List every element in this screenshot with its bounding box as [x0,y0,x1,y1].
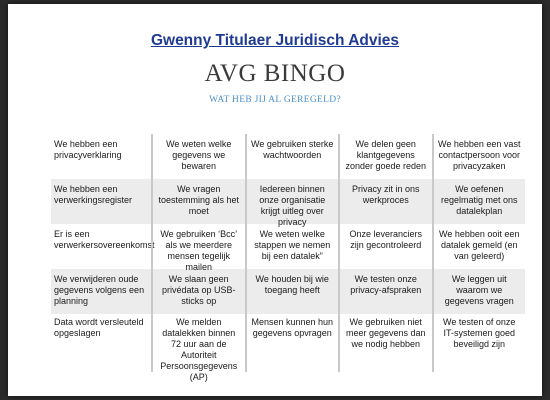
bingo-row-3 [51,224,525,272]
bingo-cell: We weten welke stappen we nemen bij een datalek” [245,224,339,269]
bingo-cell: We weten welke gegevens we bewaren [151,134,245,179]
bingo-cell: We hebben ooit een datalek gemeld (en van geleerd) [432,224,526,269]
bingo-cell: We slaan geen privédata op USB-sticks op [151,269,245,314]
bingo-cell: We gebruiken niet meer gegevens dan we nodig hebben [338,314,432,372]
bingo-cell: Privacy zit in ons werkproces [338,179,432,224]
bingo-cell: We houden bij wie toegang heeft [245,269,339,314]
bingo-cell: We gebruiken ‘Bcc’ als we meerdere mensen tegelijk mailen [151,224,245,269]
page-subtitle: WAT HEB JIJ AL GEREGELD? [209,95,341,105]
bingo-cell: Er is een verwerkersovereenkomst [54,229,155,250]
bingo-cell: We verwijderen oude gegevens volgens een planning [54,274,145,306]
bingo-cell: We testen of onze IT-systemen goed beveiligd zijn [432,314,526,372]
bingo-cell: We hebben een verwerkingsregister [54,184,133,205]
bingo-cell: Data wordt versleuteld opgeslagen [54,317,144,338]
page-title: AVG BINGO [204,60,346,87]
bingo-cell: We hebben een privacyverklaring [54,139,122,160]
bingo-cell: Mensen kunnen hun gegevens opvragen [245,314,339,372]
bingo-cell: We delen geen klantgegevens zonder goede reden [338,134,432,179]
bingo-cell: We gebruiken sterke wachtwoorden [245,134,339,179]
bingo-cell: We testen onze privacy-afspraken [338,269,432,314]
bingo-cell: Iedereen binnen onze organisatie krijgt uitleg over privacy [245,179,339,224]
bingo-row-1 [51,134,525,179]
bingo-row-5 [51,314,525,382]
bingo-row-4 [51,269,525,314]
bingo-row-2 [51,179,525,227]
bingo-cell: We melden datalekken binnen 72 uur aan de Autoriteit Persoonsgegevens (AP) [151,314,245,372]
bingo-cell: Onze leveranciers zijn gecontroleerd [338,224,432,269]
bingo-cell: We leggen uit waarom we gegevens vragen [432,269,526,314]
bingo-cell: We hebben een vast contactpersoon voor privacyzaken [432,134,526,179]
bingo-cell: We vragen toestemming als het moet [151,179,245,224]
company-name: Gwenny Titulaer Juridisch Advies [150,32,400,49]
bingo-grid [51,134,525,382]
bingo-cell: We oefenen regelmatig met ons datalekplan [432,179,526,224]
document-page [8,4,542,396]
